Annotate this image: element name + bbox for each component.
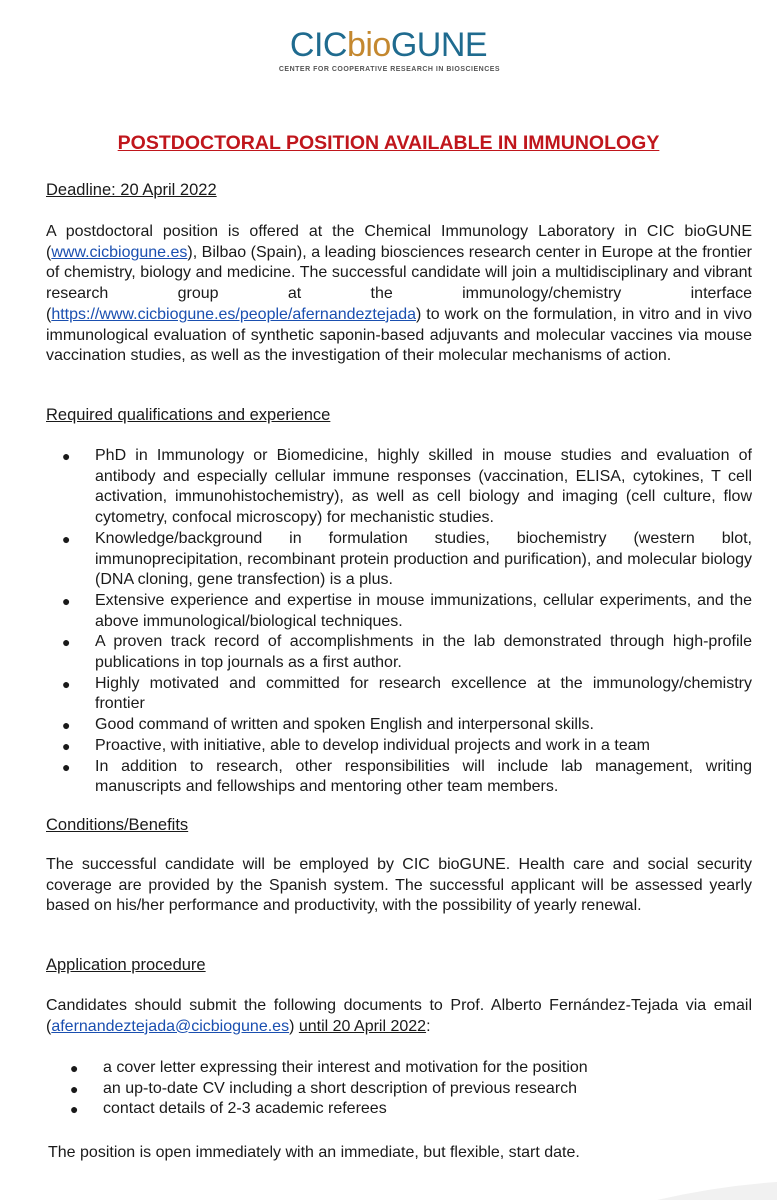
page-title: POSTDOCTORAL POSITION AVAILABLE IN IMMUNOLOGY bbox=[117, 132, 660, 154]
closing-sentence: The position is open immediately with an immediate, but flexible, start date. bbox=[48, 1144, 580, 1161]
website-link[interactable]: www.cicbiogune.es bbox=[51, 243, 188, 261]
application-heading: Application procedure bbox=[46, 956, 206, 974]
deadline: Deadline: 20 April 2022 bbox=[46, 181, 217, 199]
cicbiogune-logo bbox=[0, 26, 777, 73]
bullet-icon: ● bbox=[70, 1080, 79, 1097]
page-curl-decoration bbox=[657, 1180, 777, 1200]
bullet-icon: ● bbox=[62, 448, 71, 464]
conditions-paragraph: The successful candidate will be employed by CIC bioGUNE. Health care and social security coverage are provided by the Spanish system. The successful applicant will be assessed yearly based on his/her performance and productivity, with the possibility of yearly renewal. bbox=[46, 856, 752, 915]
logo-wordmark bbox=[0, 26, 777, 64]
application-text-1: Candidates should submit the following documents to Prof. Alberto Fernández-Tejada via email ( bbox=[46, 997, 752, 1035]
bullet-icon: ● bbox=[70, 1101, 79, 1118]
lab-page-link[interactable]: https://www.cicbiogune.es/people/afernandeztejada bbox=[51, 305, 417, 323]
requirements-heading: Required qualifications and experience bbox=[46, 406, 331, 424]
bullet-icon: ● bbox=[62, 717, 71, 734]
bullet-icon: ● bbox=[62, 592, 71, 609]
application-paragraph bbox=[46, 996, 752, 1037]
document-item: ● a cover letter expressing their interest and motivation for the position bbox=[0, 1058, 752, 1079]
requirement-item: ● PhD in Immunology or Biomedicine, highly skilled in mouse studies and evaluation of antibody and especially cellular immune responses (vaccination, ELISA, cytokines, T cell activation, immunohistochemistry), as well as cell biology and imaging (cell culture, flow cytometry, confocal microscopy) for mechanistic studies. bbox=[62, 447, 752, 527]
logo-part-gune: GUNE bbox=[390, 26, 488, 64]
conditions-heading: Conditions/Benefits bbox=[46, 816, 189, 834]
intro-text-3: ) to work on the formulation, in vitro and in vivo immunological evaluation of synthetic saponin-based adjuvants and molecular vaccines via mouse vaccination studies, as well as the investigation of their molecular mechanisms of action. bbox=[46, 305, 752, 365]
intro-text-1: A postdoctoral position is offered at the Chemical Immunology Laboratory in CIC bioGUNE ( bbox=[46, 223, 752, 261]
bullet-icon: ● bbox=[62, 530, 71, 547]
documents-list bbox=[0, 1058, 752, 1120]
requirements-list bbox=[0, 446, 752, 798]
email-link[interactable]: afernandeztejada@cicbiogune.es bbox=[51, 1017, 290, 1035]
requirement-item: ● Extensive experience and expertise in mouse immunizations, cellular experiments, and the above immunological/biological techniques. bbox=[62, 591, 752, 630]
logo-part-cic: CIC bbox=[289, 26, 347, 64]
application-text-2: ) bbox=[289, 1017, 299, 1035]
logo-part-bio: bio bbox=[346, 26, 391, 64]
application-deadline: until 20 April 2022 bbox=[298, 1017, 427, 1035]
document-item: ● contact details of 2-3 academic referees bbox=[0, 1099, 752, 1120]
intro-paragraph bbox=[46, 222, 752, 367]
requirement-item: ● In addition to research, other responsibilities will include lab management, writing manuscripts and fellowships and mentoring other team members. bbox=[62, 757, 752, 796]
bullet-icon: ● bbox=[70, 1060, 79, 1076]
logo-subtitle: CENTER FOR COOPERATIVE RESEARCH IN BIOSCIENCES bbox=[278, 66, 501, 73]
bullet-icon: ● bbox=[62, 675, 71, 692]
requirement-item: ● Highly motivated and committed for research excellence at the immunology/chemistry frontier bbox=[62, 674, 752, 713]
application-text-3: : bbox=[426, 1017, 431, 1035]
intro-text-2: ), Bilbao (Spain), a leading biosciences research center in Europe at the frontier of chemistry, biology and medicine. The successful candidate will join a multidisciplinary and vibrant research group at the immunology/chemistry interface ( bbox=[46, 243, 752, 323]
bullet-icon: ● bbox=[62, 758, 71, 775]
requirement-item: ● Knowledge/background in formulation studies, biochemistry (western blot, immunoprecipitation, recombinant protein production and purification), and molecular biology (DNA cloning, gene transfection) is a plus. bbox=[62, 529, 752, 589]
bullet-icon: ● bbox=[62, 737, 71, 754]
requirement-item: ● A proven track record of accomplishments in the lab demonstrated through high-profile publications in top journals as a first author. bbox=[62, 633, 752, 672]
bullet-icon: ● bbox=[62, 634, 71, 651]
document-item: ● an up-to-date CV including a short description of previous research bbox=[0, 1079, 752, 1100]
requirement-item: ● Proactive, with initiative, able to develop individual projects and work in a team bbox=[0, 736, 752, 757]
requirement-item: ● Good command of written and spoken English and interpersonal skills. bbox=[0, 715, 752, 736]
